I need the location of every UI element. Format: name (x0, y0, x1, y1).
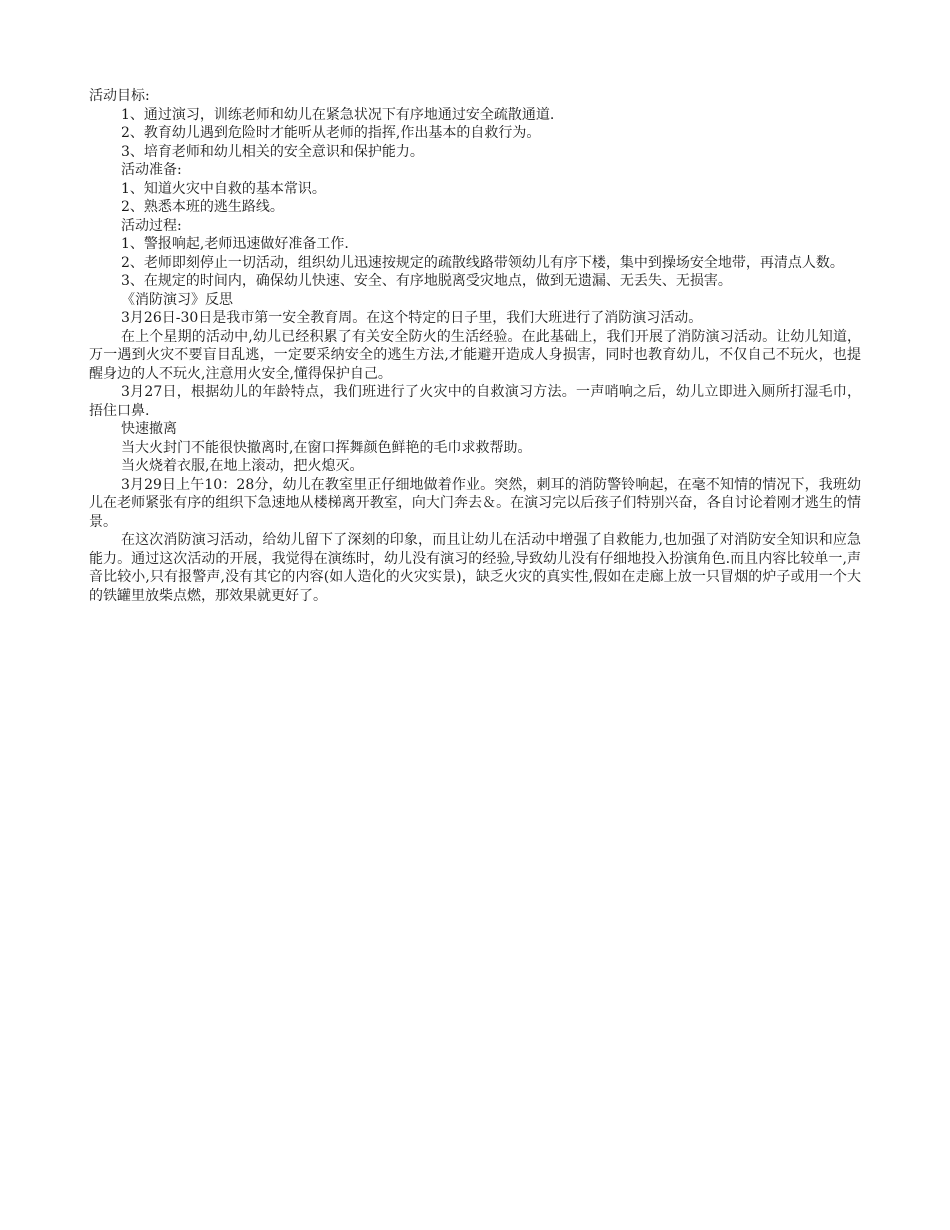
section-heading-goals: 活动目标: (89, 88, 150, 104)
process-item-1: 1、警报响起,老师迅速做好准备工作. (121, 236, 349, 252)
reflection-tip-1: 当大火封门不能很快撤离时,在窗口挥舞颜色鲜艳的毛巾求救帮助。 (121, 439, 532, 456)
reflection-paragraph-3: 3月27日，根据幼儿的年龄特点，我们班进行了火灾中的自救演习方法。一声哨响之后，幼儿立即进入厕所打湿毛巾，捂住口鼻. (89, 384, 861, 419)
reflection-paragraph-1: 3月26日-30日是我市第一安全教育周。在这个特定的日子里，我们大班进行了消防演习活动。 (121, 310, 703, 326)
process-item-2: 2、老师即刻停止一切活动，组织幼儿迅速按规定的疏散线路带领幼儿有序下楼，集中到操场安全地带，再清点人数。 (121, 254, 844, 271)
reflection-subheading-evacuate: 快速撤离 (121, 421, 177, 437)
section-heading-preparation: 活动准备: (121, 162, 182, 178)
reflection-title: 《消防演习》反思 (121, 291, 233, 308)
reflection-tip-2: 当火烧着衣服,在地上滚动，把火熄灭。 (121, 458, 364, 474)
reflection-paragraph-5: 在这次消防演习活动，给幼儿留下了深刻的印象，而且让幼儿在活动中增强了自救能力,也加强了对消防安全知识和应急能力。通过这次活动的开展，我觉得在演练时，幼儿没有演习的经验,导致幼儿没有仔细地投入扮演角色.而且内容比较单一,声音比较小,只有报警声,没有其它的内容(如人造化的火灾实景)，缺乏火灾的真实性,假如在走廊上放一只冒烟的炉子或用一个大的铁罐里放柴点燃，那效果就更好了。 (89, 532, 861, 604)
preparation-item-1: 1、知道火灾中自救的基本常识。 (121, 180, 326, 197)
process-item-3: 3、在规定的时间内，确保幼儿快速、安全、有序地脱离受灾地点，做到无遗漏、无丢失、无损害。 (121, 273, 732, 289)
document-body (89, 87, 861, 605)
section-heading-process: 活动过程: (121, 217, 182, 234)
goal-item-1: 1、通过演习，训练老师和幼儿在紧急状况下有序地通过安全疏散通道. (121, 106, 555, 123)
goal-item-2: 2、教育幼儿遇到危险时才能听从老师的指挥,作出基本的自救行为。 (121, 125, 541, 141)
preparation-item-2: 2、熟悉本班的逃生路线。 (121, 199, 284, 215)
reflection-paragraph-4: 3月29日上午10：28分，幼儿在教室里正仔细地做着作业。突然，刺耳的消防警铃响起，在毫不知情的情况下，我班幼儿在老师紧张有序的组织下急速地从楼梯离开教室，向大门奔去＆。在演习完以后孩子们特别兴奋，各自讨论着刚才逃生的情景。 (89, 476, 861, 530)
reflection-paragraph-2: 在上个星期的活动中,幼儿已经积累了有关安全防火的生活经验。在此基础上，我们开展了消防演习活动。让幼儿知道，万一遇到火灾不要盲目乱逃，一定要采纳安全的逃生方法,才能避开造成人身损害，同时也教育幼儿，不仅自己不玩火，也提醒身边的人不玩火,注意用火安全,懂得保护自己。 (89, 328, 861, 382)
goal-item-3: 3、培育老师和幼儿相关的安全意识和保护能力。 (121, 143, 424, 160)
